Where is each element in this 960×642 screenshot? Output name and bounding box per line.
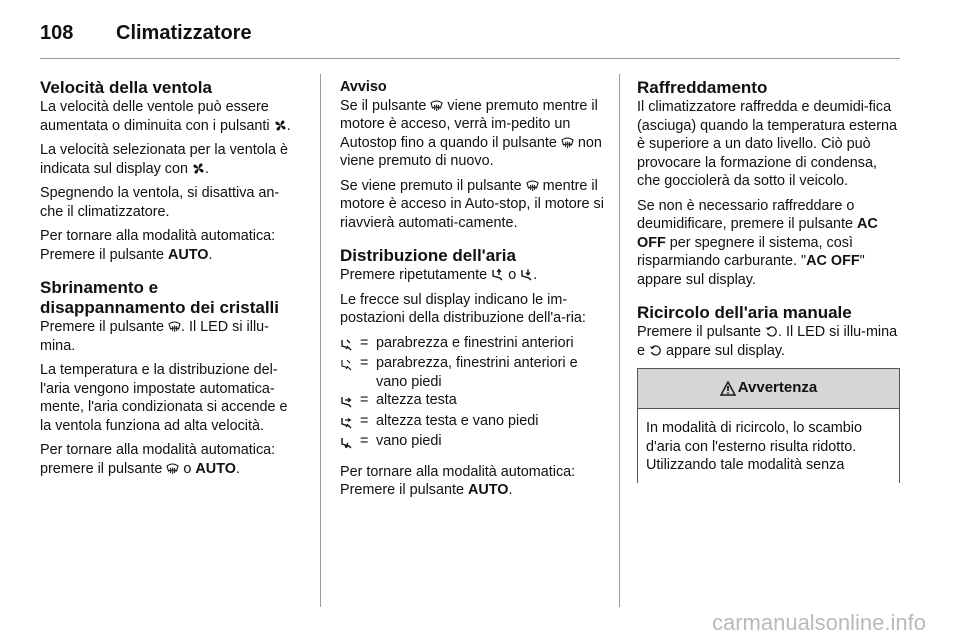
paragraph-ac-off: Se non è necessario raffreddare o deumidificare, premere il pulsante AC OFF per spegnere il sistema, così risparmiando carburante. "AC OFF" appare sul display. [637, 197, 878, 288]
header-divider [40, 58, 900, 59]
paragraph-defrost-press: Premere il pulsante . Il LED si illu-mina. [40, 319, 269, 354]
windscreen-defrost-icon [430, 99, 443, 112]
auto-label: AUTO [195, 460, 236, 477]
paragraph-fan-auto: Per tornare alla modalità automatica: Premere il pulsante AUTO. [40, 228, 276, 263]
warning-title: Avvertenza [737, 379, 818, 397]
heading-air-distribution: Distribuzione dell'aria [340, 246, 516, 265]
paragraph-distribution-press: Premere ripetutamente o . [340, 267, 538, 283]
note-paragraph-autostop: Se il pulsante viene premuto mentre il motore è acceso, verrà im-pedito un Autostop fino a quando il pulsante non viene premuto di nuovo. [340, 97, 602, 169]
paragraph-fan-buttons: La velocità delle ventole può essere aumentata o diminuita con i pulsanti . [40, 99, 291, 134]
column-3 [637, 78, 902, 483]
page-header [40, 16, 252, 50]
list-item: = altezza testa [340, 391, 604, 412]
column-1 [40, 78, 302, 484]
recirculation-icon [765, 325, 778, 338]
paragraph-defrost-auto-settings: La temperatura e la distribuzione del-l'aria vengono impostate automatica-mente, l'aria condizionata si accende e la ventola funziona ad alta velocità. [40, 362, 288, 434]
fan-icon [192, 162, 205, 175]
paragraph-distribution-auto: Per tornare alla modalità automatica: Premere il pulsante AUTO. [340, 463, 576, 498]
warning-box [637, 368, 900, 483]
windscreen-defrost-icon [166, 462, 179, 475]
recirculation-icon [649, 344, 662, 357]
heading-cooling: Raffreddamento [637, 78, 768, 97]
list-item: = altezza testa e vano piedi [340, 412, 604, 433]
column-divider-1 [320, 74, 321, 607]
note-title: Avviso [340, 79, 387, 95]
paragraph-distribution-arrows: Le frecce sul display indicano le im-postazioni della distribuzione dell'a-ria: [340, 291, 586, 326]
footwell-icon [340, 436, 353, 449]
column-2 [340, 78, 604, 506]
paragraph-fan-display: La velocità selezionata per la ventola è indicata sul display con . [40, 142, 288, 177]
list-item: = vano piedi [340, 432, 604, 453]
paragraph-fan-off: Spegnendo la ventola, si disattiva an-che il climatizzatore. [40, 185, 280, 220]
ac-off-label: AC OFF [806, 253, 860, 269]
note-paragraph-restart: Se viene premuto il pulsante mentre il motore è acceso in Auto-stop, il motore si riavvierà automati-camente. [340, 177, 604, 231]
fan-icon [274, 119, 287, 132]
distribution-down-icon [520, 268, 533, 281]
column-divider-2 [619, 74, 620, 607]
paragraph-defrost-return: Per tornare alla modalità automatica: premere il pulsante o AUTO. [40, 442, 276, 477]
warning-triangle-icon [720, 381, 736, 396]
windscreen-defrost-icon [526, 179, 539, 192]
watermark: carmanualsonline.info [711, 610, 926, 635]
windscreen-footwell-icon [340, 338, 353, 351]
auto-label: AUTO [167, 246, 209, 263]
paragraph-cooling: Il climatizzatore raffredda e deumidi-fica (asciuga) quando la temperatura esterna è superiore a un dato livello. Ciò può provocare la formazione di condensa, che gocciolerà da sotto il veicolo. [637, 99, 897, 189]
head-level-footwell-icon [340, 416, 353, 429]
windscreen-defrost-icon [561, 136, 574, 149]
page-number: 108 [40, 21, 74, 44]
windscreen-defrost-icon [168, 320, 181, 333]
windscreen-side-windows-footwell-icon [340, 358, 353, 371]
warning-text: In modalità di ricircolo, lo scambio d'aria con l'esterno risulta ridotto. Utilizzando tale modalità senza [646, 420, 862, 473]
ac-off-label: AC OFF [637, 216, 878, 251]
paragraph-recirculation: Premere il pulsante . Il LED si illu-mina e appare sul display. [637, 324, 898, 359]
head-level-icon [340, 395, 353, 408]
distribution-list [340, 334, 604, 453]
heading-recirculation: Ricircolo dell'aria manuale [637, 303, 852, 322]
list-item: = parabrezza e finestrini anteriori [340, 334, 604, 355]
auto-label: AUTO [467, 482, 509, 498]
heading-fan-speed: Velocità della ventola [40, 78, 212, 97]
warning-header [638, 369, 899, 409]
list-item: = parabrezza, finestrini anteriori e vano piedi [340, 354, 604, 391]
heading-defrost: Sbrinamento e disappannamento dei cristalli [40, 278, 280, 317]
distribution-up-icon [491, 268, 504, 281]
chapter-title: Climatizzatore [116, 21, 252, 44]
